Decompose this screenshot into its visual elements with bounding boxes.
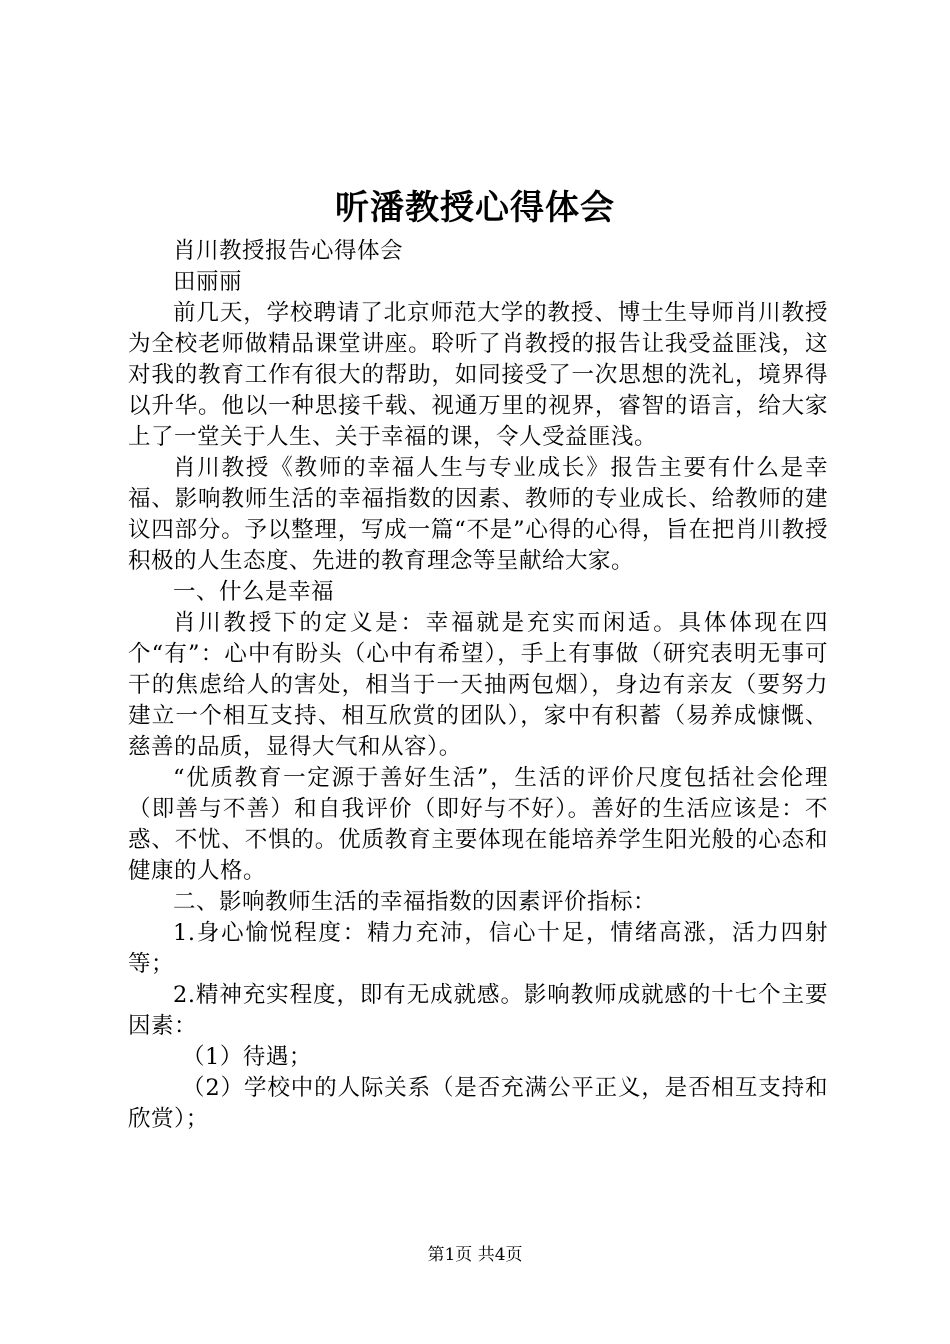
body-paragraph: 前几天，学校聘请了北京师范大学的教授、博士生导师肖川教授为全校老师做精品课堂讲座。聆听了肖教授的报告让我受益匪浅，这对我的教育工作有很大的帮助，如同接受了一次思想的洗礼，境界得以升华。他以一种思接千载、视通万里的视界，睿智的语言，给大家上了一堂关于人生、关于幸福的课，令人受益匪浅。 (128, 300, 828, 450)
document-title: 听潘教授心得体会 (335, 188, 615, 228)
subtitle-line: 肖川教授报告心得体会 (173, 238, 404, 264)
section-heading: 二、影响教师生活的幸福指数的因素评价指标： (173, 889, 657, 915)
document-body (128, 236, 828, 1135)
body-paragraph: “优质教育一定源于善好生活”，生活的评价尺度包括社会伦理（即善与不善）和自我评价（即好与不好）。善好的生活应该是：不惑、不忧、不惧的。优质教育主要体现在能培养学生阳光般的心态和健康的人格。 (128, 765, 828, 884)
body-paragraph: 肖川教授《教师的幸福人生与专业成长》报告主要有什么是幸福、影响教师生活的幸福指数的因素、教师的专业成长、给教师的建议四部分。予以整理，写成一篇“不是”心得的心得，旨在把肖川教授积极的人生态度、先进的教育理念等呈献给大家。 (128, 455, 828, 574)
page-footer: 第1页 共4页 (427, 1245, 523, 1265)
list-item: 1.身心愉悦程度：精力充沛，信心十足，情绪高涨，活力四射等； (128, 920, 828, 977)
sub-list-item: （1）待遇； (182, 1044, 312, 1070)
list-item: 2.精神充实程度，即有无成就感。影响教师成就感的十七个主要因素： (128, 982, 828, 1039)
sub-list-item: （2）学校中的人际关系（是否充满公平正义，是否相互支持和欣赏）； (128, 1075, 828, 1132)
section-heading: 一、什么是幸福 (173, 579, 335, 605)
author-line: 田丽丽 (173, 269, 243, 295)
body-paragraph: 肖川教授下的定义是：幸福就是充实而闲适。具体体现在四个“有”：心中有盼头（心中有希望），手上有事做（研究表明无事可干的焦虑给人的害处，相当于一天抽两包烟），身边有亲友（要努力建立一个相互支持、相互欣赏的团队），家中有积蓄（易养成慷慨、慈善的品质，显得大气和从容）。 (128, 610, 828, 760)
